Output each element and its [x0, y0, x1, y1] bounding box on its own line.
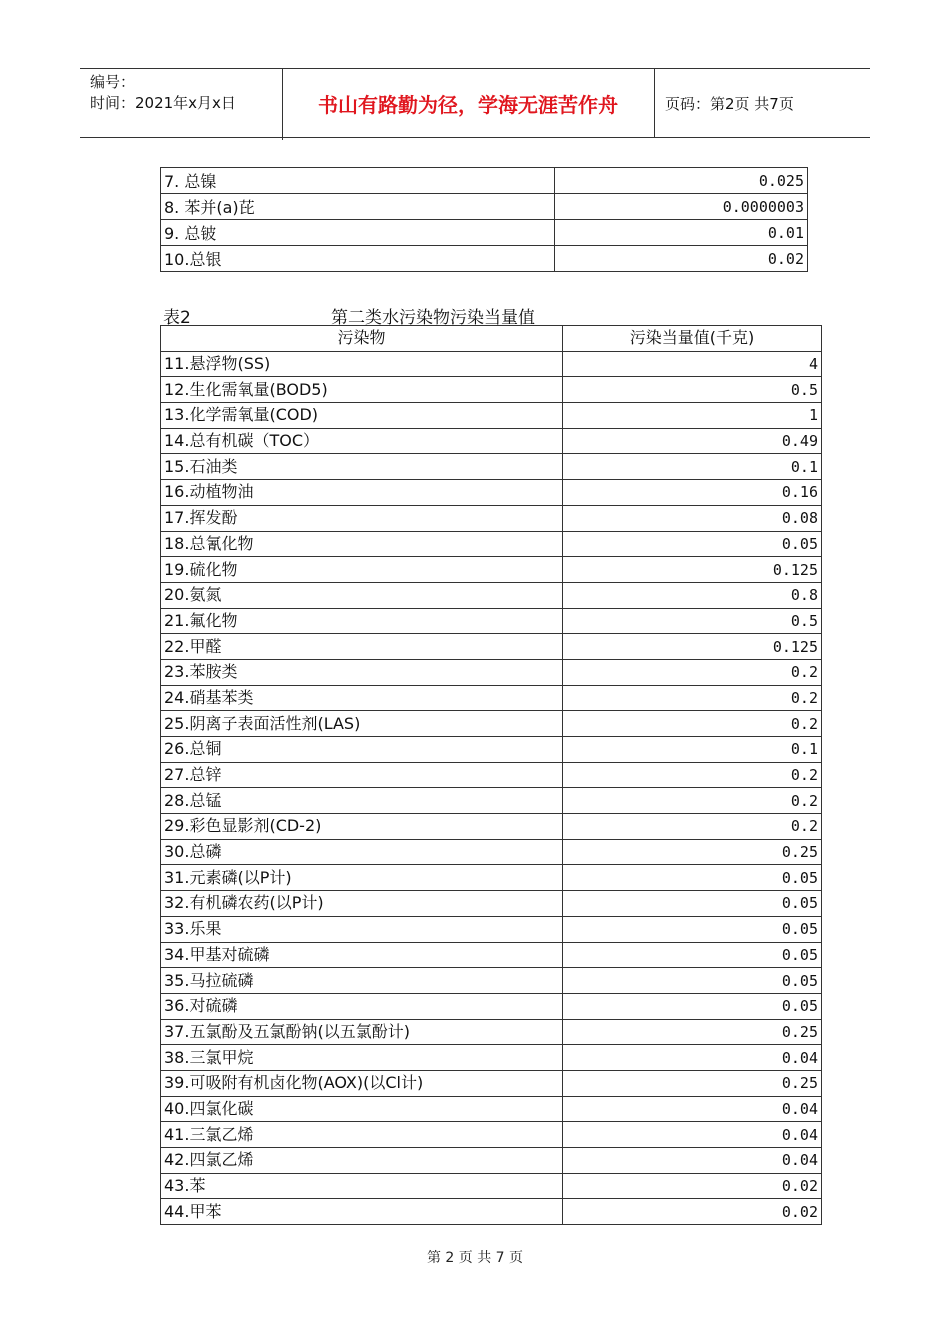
table-row [161, 168, 808, 194]
equivalent-value: 0.05 [563, 865, 822, 891]
table-row [161, 1199, 822, 1225]
pollutant-name: 27.总锌 [161, 762, 563, 788]
time-label: 时间：2021年x月x日 [90, 94, 236, 112]
page-footer: 第 2 页 共 7 页 [426, 1250, 524, 1266]
pollutant-name: 32.有机磷农药(以P计) [161, 891, 563, 917]
equivalent-value: 0.2 [563, 788, 822, 814]
pollutant-name: 25.阴离子表面活性剂(LAS) [161, 711, 563, 737]
header-page-label: 页码：第2页 共7页 [665, 94, 794, 113]
equivalent-value: 0.02 [555, 246, 808, 272]
equivalent-value: 0.08 [563, 505, 822, 531]
equivalent-value: 0.16 [563, 480, 822, 506]
equivalent-value: 0.02 [563, 1199, 822, 1225]
pollutant-name: 12.生化需氧量(BOD5) [161, 377, 563, 403]
table-row [161, 1070, 822, 1096]
equivalent-value: 0.2 [563, 711, 822, 737]
table-row [161, 194, 808, 220]
page-header [80, 68, 870, 138]
equivalent-value: 4 [563, 351, 822, 377]
table-row [161, 839, 822, 865]
pollutant-name: 11.悬浮物(SS) [161, 351, 563, 377]
equivalent-value: 0.05 [563, 968, 822, 994]
equivalent-value: 0.05 [563, 891, 822, 917]
pollutant-name: 44.甲苯 [161, 1199, 563, 1225]
equivalent-value: 0.01 [555, 220, 808, 246]
equivalent-value: 0.05 [563, 531, 822, 557]
pollutant-name: 22.甲醛 [161, 634, 563, 660]
table-row [161, 454, 822, 480]
pollutant-name: 37.五氯酚及五氯酚钠(以五氯酚计) [161, 1019, 563, 1045]
table-row [161, 711, 822, 737]
table-row [161, 220, 808, 246]
pollutant-name: 36.对硫磷 [161, 993, 563, 1019]
pollutant-name: 43.苯 [161, 1173, 563, 1199]
equivalent-value: 0.02 [563, 1173, 822, 1199]
table-row [161, 814, 822, 840]
equivalent-value: 0.05 [563, 942, 822, 968]
pollutant-name: 9. 总铍 [161, 220, 555, 246]
equivalent-value: 0.125 [563, 634, 822, 660]
equivalent-value: 0.1 [563, 737, 822, 763]
table-2-title: 第二类水污染物污染当量值 [331, 308, 535, 328]
table-row [161, 557, 822, 583]
table-row [161, 505, 822, 531]
table-row [161, 993, 822, 1019]
pollutant-table-1 [160, 167, 808, 272]
table-row [161, 1096, 822, 1122]
table-row [161, 1122, 822, 1148]
equivalent-value: 1 [563, 403, 822, 429]
pollutant-table-1-body [161, 168, 808, 272]
equivalent-value: 0.025 [555, 168, 808, 194]
pollutant-name: 18.总氰化物 [161, 531, 563, 557]
header-equivalent-value: 污染当量值(千克) [563, 326, 822, 352]
equivalent-value: 0.2 [563, 762, 822, 788]
equivalent-value: 0.04 [563, 1096, 822, 1122]
table-row [161, 246, 808, 272]
equivalent-value: 0.05 [563, 916, 822, 942]
table-row [161, 634, 822, 660]
table-row [161, 762, 822, 788]
table-row [161, 737, 822, 763]
pollutant-name: 24.硝基苯类 [161, 685, 563, 711]
pollutant-name: 34.甲基对硫磷 [161, 942, 563, 968]
equivalent-value: 0.1 [563, 454, 822, 480]
pollutant-name: 39.可吸附有机卤化物(AOX)(以Cl计) [161, 1070, 563, 1096]
pollutant-name: 19.硫化物 [161, 557, 563, 583]
equivalent-value: 0.05 [563, 993, 822, 1019]
table-row [161, 531, 822, 557]
pollutant-name: 28.总锰 [161, 788, 563, 814]
pollutant-name: 20.氨氮 [161, 582, 563, 608]
equivalent-value: 0.5 [563, 608, 822, 634]
table-row [161, 608, 822, 634]
pollutant-name: 16.动植物油 [161, 480, 563, 506]
equivalent-value: 0.2 [563, 659, 822, 685]
pollutant-name: 38.三氯甲烷 [161, 1045, 563, 1071]
header-pollutant: 污染物 [161, 326, 563, 352]
table-row [161, 428, 822, 454]
equivalent-value: 0.25 [563, 1070, 822, 1096]
table-row [161, 788, 822, 814]
header-slogan: 书山有路勤为径，学海无涯苦作舟 [282, 69, 655, 137]
equivalent-value: 0.04 [563, 1122, 822, 1148]
table-row [161, 942, 822, 968]
equivalent-value: 0.2 [563, 685, 822, 711]
equivalent-value: 0.49 [563, 428, 822, 454]
table-row [161, 1148, 822, 1174]
pollutant-name: 31.元素磷(以P计) [161, 865, 563, 891]
number-label: 编号： [90, 73, 136, 91]
pollutant-name: 23.苯胺类 [161, 659, 563, 685]
equivalent-value: 0.25 [563, 1019, 822, 1045]
pollutant-name: 13.化学需氧量(COD) [161, 403, 563, 429]
equivalent-value: 0.04 [563, 1045, 822, 1071]
pollutant-table-2 [160, 325, 822, 1225]
pollutant-name: 7. 总镍 [161, 168, 555, 194]
equivalent-value: 0.25 [563, 839, 822, 865]
pollutant-name: 40.四氯化碳 [161, 1096, 563, 1122]
table-row [161, 403, 822, 429]
header-meta [80, 69, 283, 140]
table-row [161, 968, 822, 994]
table-header-row [161, 326, 822, 352]
equivalent-value: 0.04 [563, 1148, 822, 1174]
equivalent-value: 0.8 [563, 582, 822, 608]
pollutant-name: 35.马拉硫磷 [161, 968, 563, 994]
pollutant-name: 33.乐果 [161, 916, 563, 942]
equivalent-value: 0.125 [563, 557, 822, 583]
table-row [161, 685, 822, 711]
table-2-label: 表2 [163, 308, 191, 328]
pollutant-table-2-body [161, 326, 822, 1225]
equivalent-value: 0.2 [563, 814, 822, 840]
table-row [161, 865, 822, 891]
table-row [161, 480, 822, 506]
table-row [161, 377, 822, 403]
table-row [161, 891, 822, 917]
table-row [161, 1173, 822, 1199]
pollutant-name: 10.总银 [161, 246, 555, 272]
pollutant-name: 29.彩色显影剂(CD-2) [161, 814, 563, 840]
pollutant-name: 42.四氯乙烯 [161, 1148, 563, 1174]
table-row [161, 1019, 822, 1045]
table-row [161, 582, 822, 608]
equivalent-value: 0.5 [563, 377, 822, 403]
pollutant-name: 8. 苯并(a)芘 [161, 194, 555, 220]
table-row [161, 1045, 822, 1071]
pollutant-name: 15.石油类 [161, 454, 563, 480]
pollutant-name: 41.三氯乙烯 [161, 1122, 563, 1148]
pollutant-name: 21.氟化物 [161, 608, 563, 634]
pollutant-name: 30.总磷 [161, 839, 563, 865]
pollutant-name: 14.总有机碳（TOC） [161, 428, 563, 454]
pollutant-name: 26.总铜 [161, 737, 563, 763]
pollutant-name: 17.挥发酚 [161, 505, 563, 531]
table-row [161, 659, 822, 685]
table-row [161, 351, 822, 377]
equivalent-value: 0.0000003 [555, 194, 808, 220]
table-row [161, 916, 822, 942]
